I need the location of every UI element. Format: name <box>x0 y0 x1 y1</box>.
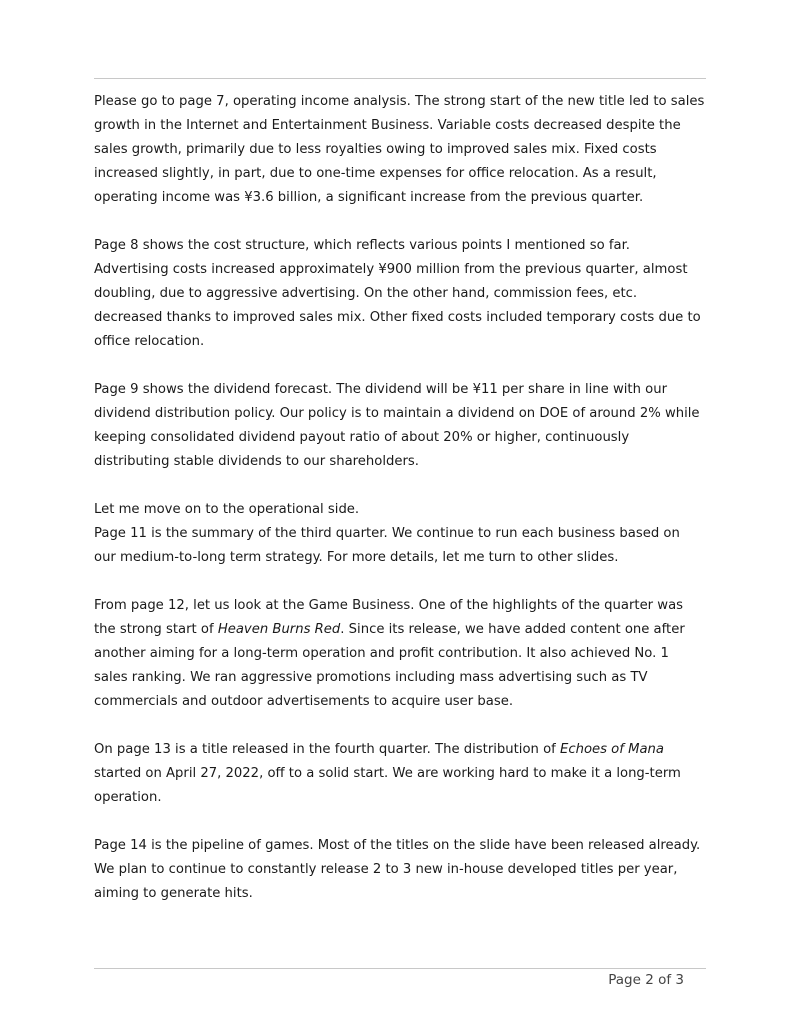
text-line: dividend distribution policy. Our policy is to maintain a dividend on DOE of around 2% while <box>94 406 700 421</box>
text-line: growth in the Internet and Entertainment Business. Variable costs decreased despite the <box>94 118 681 133</box>
text-line: increased slightly, in part, due to one-time expenses for office relocation. As a result, <box>94 166 657 181</box>
text-line: office relocation. <box>94 334 205 349</box>
text-run: . Since its release, we have added content one after <box>340 622 685 637</box>
paragraph <box>94 834 706 906</box>
text-line: We plan to continue to constantly release 2 to 3 new in-house developed titles per year, <box>94 862 678 877</box>
text-line: another aiming for a long-term operation and profit contribution. It also achieved No. 1 <box>94 646 669 661</box>
text-line: keeping consolidated dividend payout ratio of about 20% or higher, continuously <box>94 430 630 445</box>
footer-divider <box>94 968 706 969</box>
text-line: From page 12, let us look at the Game Business. One of the highlights of the quarter was <box>94 598 684 613</box>
text-line: Page 14 is the pipeline of games. Most of the titles on the slide have been released already. <box>94 838 701 853</box>
text-line: Let me move on to the operational side. <box>94 502 360 517</box>
text-line: Please go to page 7, operating income analysis. The strong start of the new title led to sales <box>94 94 705 109</box>
text-line: commercials and outdoor advertisements to acquire user base. <box>94 694 514 709</box>
text-line: distributing stable dividends to our shareholders. <box>94 454 419 469</box>
paragraph <box>94 738 706 810</box>
text-line: sales growth, primarily due to less royalties owing to improved sales mix. Fixed costs <box>94 142 657 157</box>
text-run: the strong start of <box>94 622 218 637</box>
text-line: aiming to generate hits. <box>94 886 253 901</box>
document-body <box>94 90 706 906</box>
text-line <box>94 618 706 642</box>
text-line <box>94 738 706 762</box>
text-run: On page 13 is a title released in the fourth quarter. The distribution of <box>94 742 560 757</box>
text-line: Page 11 is the summary of the third quarter. We continue to run each business based on <box>94 526 680 541</box>
paragraph <box>94 378 706 474</box>
paragraph <box>94 498 706 570</box>
paragraph <box>94 594 706 714</box>
text-line: our medium-to-long term strategy. For more details, let me turn to other slides. <box>94 550 619 565</box>
text-line: decreased thanks to improved sales mix. Other fixed costs included temporary costs due to <box>94 310 701 325</box>
text-line: started on April 27, 2022, off to a solid start. We are working hard to make it a long-term <box>94 766 681 781</box>
paragraph <box>94 234 706 354</box>
text-line: doubling, due to aggressive advertising. On the other hand, commission fees, etc. <box>94 286 638 301</box>
page-number: Page 2 of 3 <box>608 972 684 988</box>
title-italic: Echoes of Mana <box>560 742 664 757</box>
text-line: Advertising costs increased approximately ¥900 million from the previous quarter, almost <box>94 262 688 277</box>
text-line: operating income was ¥3.6 billion, a significant increase from the previous quarter. <box>94 190 644 205</box>
text-line: operation. <box>94 790 162 805</box>
text-line: Page 9 shows the dividend forecast. The dividend will be ¥11 per share in line with our <box>94 382 668 397</box>
text-line: Page 8 shows the cost structure, which reflects various points I mentioned so far. <box>94 238 630 253</box>
title-italic: Heaven Burns Red <box>217 622 341 637</box>
text-line: sales ranking. We ran aggressive promotions including mass advertising such as TV <box>94 670 648 685</box>
header-divider <box>94 78 706 79</box>
paragraph <box>94 90 706 210</box>
